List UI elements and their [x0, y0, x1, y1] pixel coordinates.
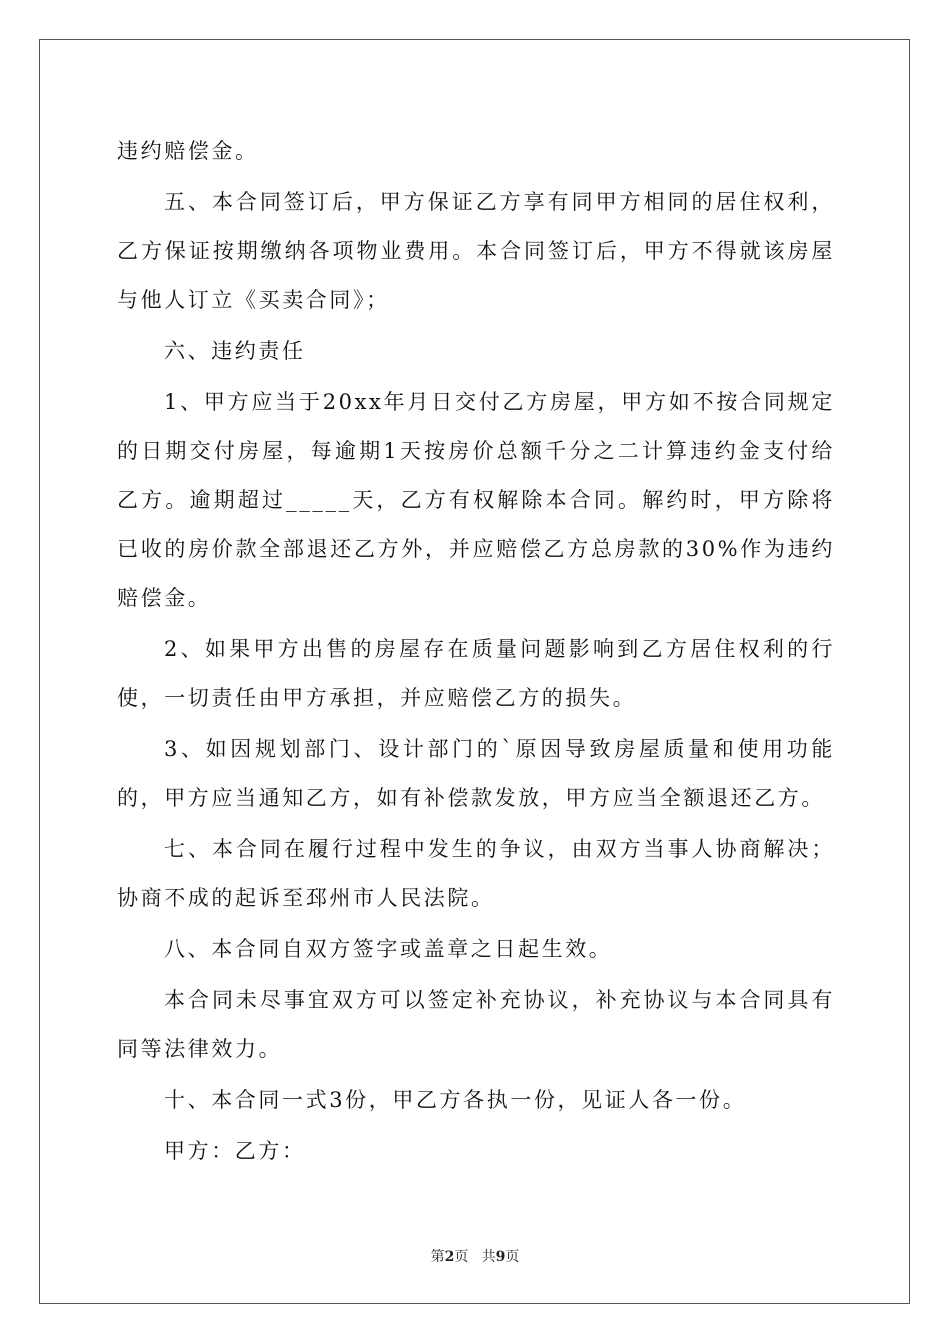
paragraph-3: 六、违约责任	[164, 339, 306, 363]
page-prefix: 第	[430, 1249, 445, 1265]
page-suffix: 页	[454, 1249, 469, 1265]
paragraph-1: 违约赔偿金。	[117, 139, 259, 163]
paragraph-7: 七、本合同在履行过程中发生的争议，由双方当事人协商解决；协商不成的起诉至邳州市人民法院。	[117, 837, 835, 910]
paragraph-2: 五、本合同签订后，甲方保证乙方享有同甲方相同的居住权利，乙方保证按期缴纳各项物业费用。本合同签订后，甲方不得就该房屋与他人订立《买卖合同》；	[117, 190, 835, 312]
paragraph-10: 十、本合同一式3份，甲乙方各执一份，见证人各一份。	[164, 1088, 747, 1112]
total-pages: 9	[495, 1249, 506, 1265]
document-body	[117, 127, 835, 1178]
paragraph-9: 本合同未尽事宜双方可以签定补充协议，补充协议与本合同具有同等法律效力。	[117, 988, 835, 1061]
paragraph-4: 1、甲方应当于20xx年月日交付乙方房屋，甲方如不按合同规定的日期交付房屋，每逾期1天按房价总额千分之二计算违约金支付给乙方。逾期超过_____天，乙方有权解除本合同。解约时，甲方除将已收的房价款全部退还乙方外，并应赔偿乙方总房款的30%作为违约赔偿金。	[117, 390, 835, 610]
page-footer	[0, 1246, 950, 1266]
page-number: 2	[444, 1249, 455, 1265]
paragraph-6: 3、如因规划部门、设计部门的`原因导致房屋质量和使用功能的，甲方应当通知乙方，如有补偿款发放，甲方应当全额退还乙方。	[117, 737, 835, 810]
total-suffix: 页	[505, 1249, 520, 1265]
paragraph-11: 甲方：乙方：	[164, 1139, 306, 1163]
paragraph-5: 2、如果甲方出售的房屋存在质量问题影响到乙方居住权利的行使，一切责任由甲方承担，并应赔偿乙方的损失。	[117, 637, 835, 710]
total-prefix: 共	[481, 1249, 496, 1265]
paragraph-8: 八、本合同自双方签字或盖章之日起生效。	[164, 937, 613, 961]
